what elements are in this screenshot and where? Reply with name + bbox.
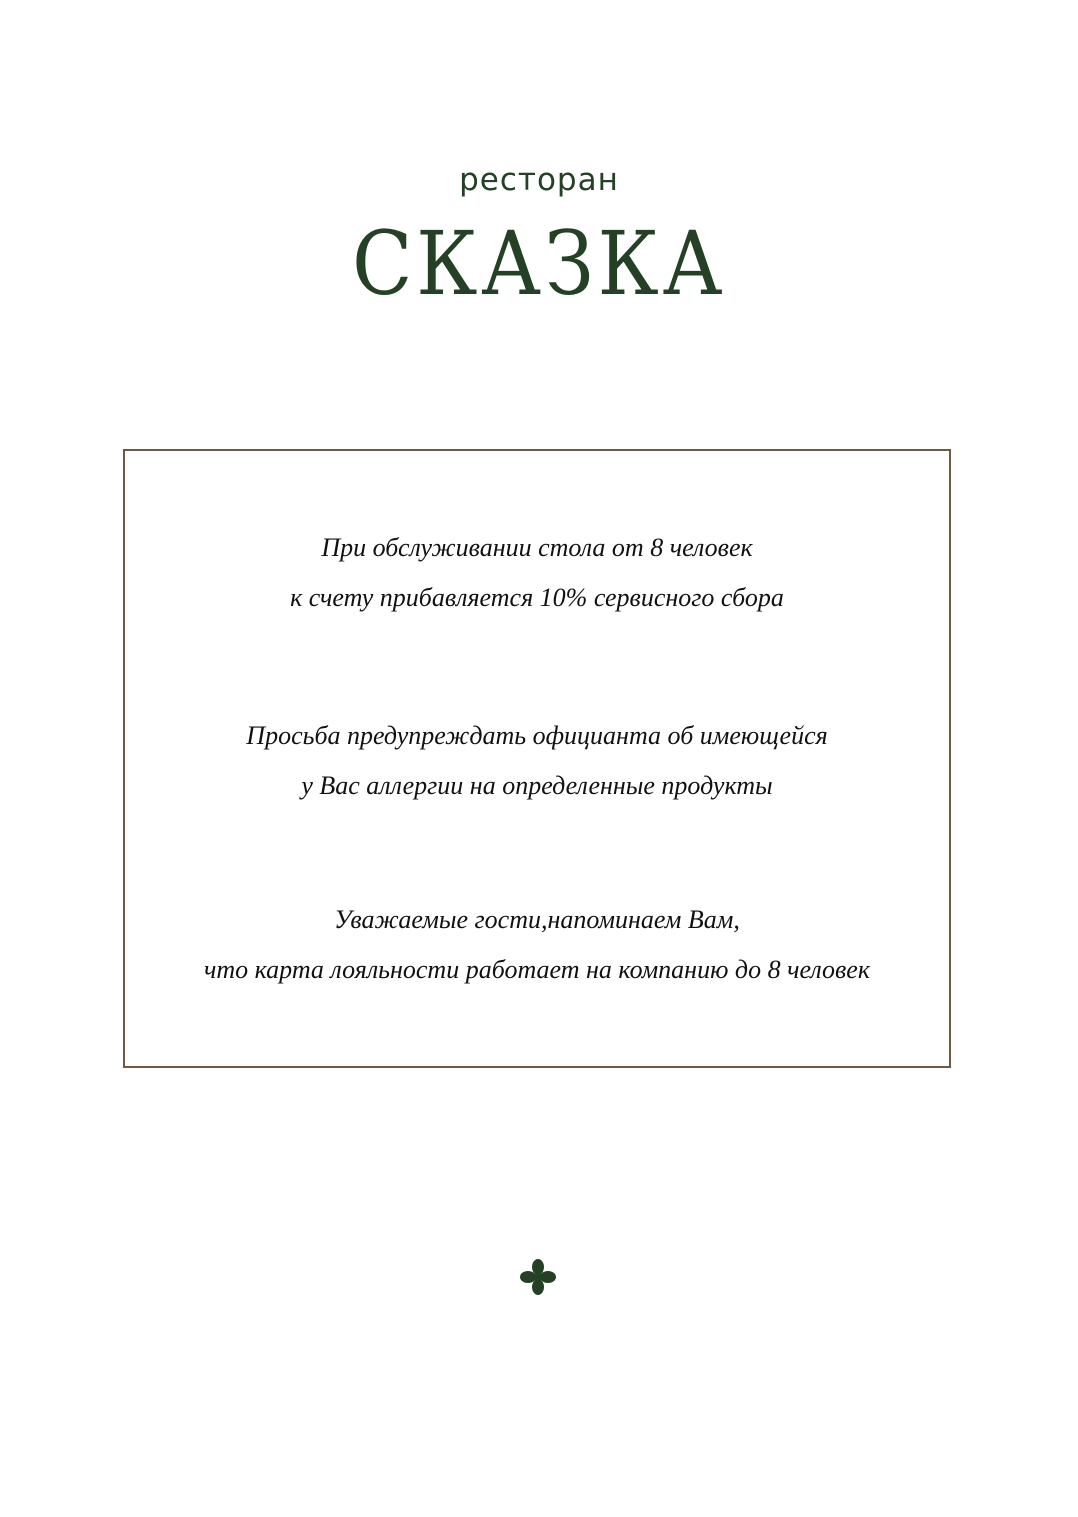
restaurant-label: ресторан — [459, 162, 619, 198]
notice-line: к счету прибавляется 10% сервисного сбора — [290, 583, 784, 612]
notice-line: Уважаемые гости,напоминаем Вам, — [334, 905, 740, 934]
notice-line: Просьба предупреждать официанта об имеющейся — [246, 721, 828, 750]
four-petal-flower-icon — [519, 1258, 557, 1296]
notice-line: у Вас аллергии на определенные продукты — [301, 771, 773, 800]
loyalty-card-notice — [125, 895, 949, 995]
notice-frame — [123, 449, 951, 1068]
notice-line: что карта лояльности работает на компанию до 8 человек — [203, 955, 871, 984]
notice-line: При обслуживании стола от 8 человек — [321, 533, 753, 562]
allergy-notice — [125, 711, 949, 811]
service-fee-notice — [125, 523, 949, 623]
restaurant-name: СКАЗКА — [351, 212, 727, 315]
